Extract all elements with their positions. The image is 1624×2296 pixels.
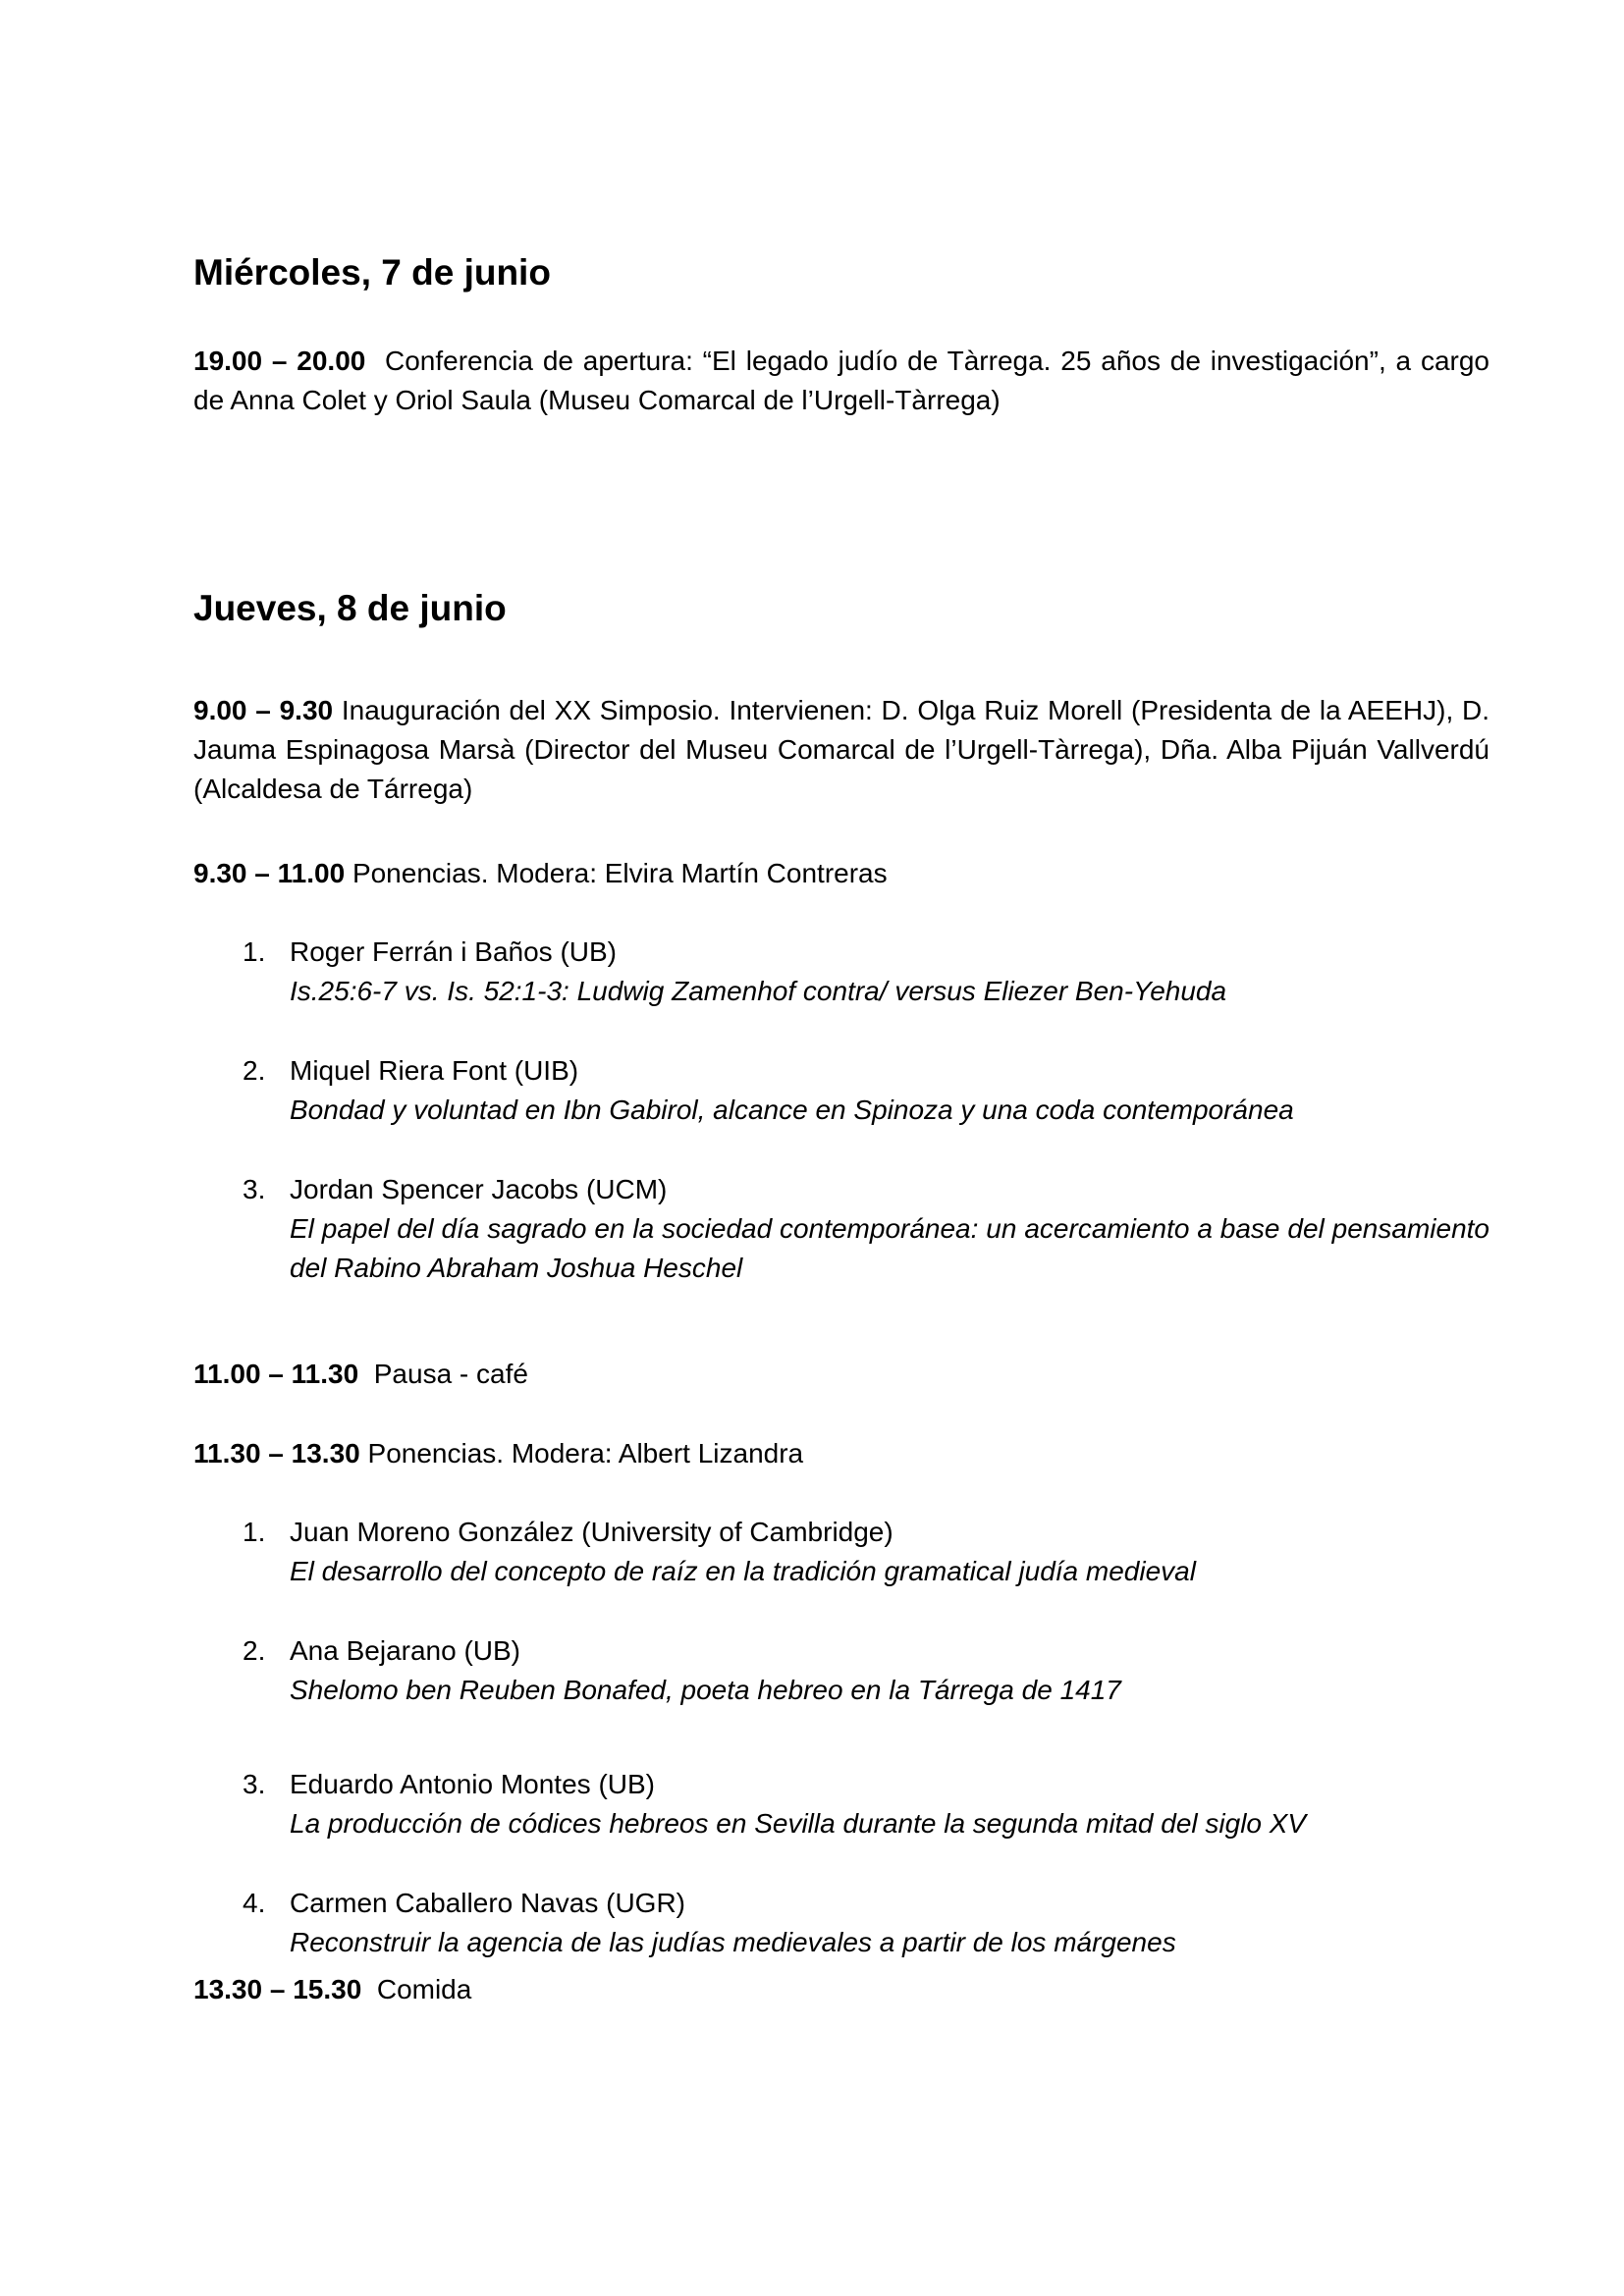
schedule-entry [193,1970,1489,2009]
day-heading: Jueves, 8 de junio [193,588,507,628]
talk-number: 1. [243,936,266,967]
talk-number: 3. [243,1769,266,1799]
entry-time: 9.30 – 11.00 [193,858,346,888]
entry-time: 13.30 – 15.30 [193,1974,362,2004]
entry-description: Ponencias. Moderа: Elvira Martín Contreras [352,858,888,888]
entry-time: 11.00 – 11.30 [193,1359,359,1389]
entry-description: Inauguración del XX Simposio. Intervienen: D. Olga Ruiz Morell (Presidenta de la AEEHJ), D. Jauma Espinagosa Marsà (Director del Museu Comarcal de l’Urgell-Tàrrega), Dña. Alba Pijuán Vallverdú (Alcaldesa de Tárrega) [193,695,1489,804]
entry-time: 19.00 – 20.00 [193,346,366,376]
talk-title: La producción de códices hebreos en Sevilla durante la segunda mitad del siglo XV [290,1808,1307,1839]
schedule-entry [193,691,1489,809]
talk-number: 4. [243,1888,266,1918]
talk-speaker: Miquel Riera Font (UIB) [290,1055,579,1086]
talk-title: Bondad y voluntad en Ibn Gabirol, alcance en Spinoza y una coda contemporánea [290,1095,1294,1125]
entry-description: Ponencias. Modera: Albert Lizandra [367,1438,804,1468]
schedule-entry [193,1434,1489,1473]
schedule-entry [193,1355,1489,1394]
talk-number: 3. [243,1174,266,1204]
talk-title: Shelomo ben Reuben Bonafed, poeta hebreo en la Tárrega de 1417 [290,1675,1121,1705]
talk-speaker: Ana Bejarano (UB) [290,1635,521,1666]
entry-time: 9.00 – 9.30 [193,695,334,725]
schedule-entry [193,342,1489,420]
talk-title: Reconstruir la agencia de las judías medievales a partir de los márgenes [290,1927,1176,1957]
talk-speaker: Eduardo Antonio Montes (UB) [290,1769,655,1799]
entry-time: 11.30 – 13.30 [193,1438,360,1468]
talk-number: 1. [243,1517,266,1547]
talk-title: El desarrollo del concepto de raíz en la tradición gramatical judía medieval [290,1556,1196,1586]
entry-description: Conferencia de apertura: “El legado judío de Tàrrega. 25 años de investigación”, a cargo de Anna Colet y Oriol Saula (Museu Comarcal de l’Urgell-Tàrrega) [193,346,1489,415]
day-heading: Miércoles, 7 de junio [193,252,551,293]
talk-speaker: Roger Ferrán i Baños (UB) [290,936,618,967]
talk-speaker: Carmen Caballero Navas (UGR) [290,1888,686,1918]
entry-description: Pausa - café [373,1359,528,1389]
talk-title: El papel del día sagrado en la sociedad contemporánea: un acercamiento a base del pensamiento del Rabino Abraham Joshua Heschel [290,1213,1489,1283]
schedule-entry [193,854,1489,893]
talk-number: 2. [243,1635,266,1666]
entry-description: Comida [376,1974,472,2004]
talk-speaker: Jordan Spencer Jacobs (UCM) [290,1174,668,1204]
talk-number: 2. [243,1055,266,1086]
talk-speaker: Juan Moreno González (University of Cambridge) [290,1517,893,1547]
talk-title: Is.25:6-7 vs. Is. 52:1-3: Ludwig Zamenhof contra/ versus Eliezer Ben-Yehuda [290,976,1227,1006]
